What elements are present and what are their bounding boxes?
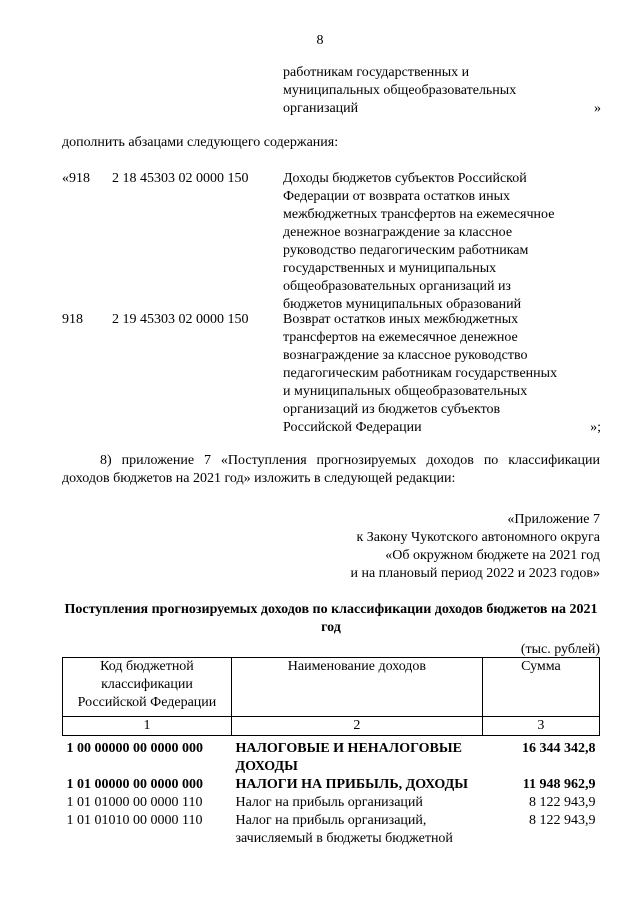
budget-classification-code: 2 19 45303 02 0000 150 — [112, 312, 249, 327]
appendix-header-line: «Приложение 7 — [507, 512, 600, 527]
column-number: 1 — [63, 717, 232, 736]
continuation-line — [283, 100, 601, 118]
table-title: Поступления прогнозируемых доходов по классификации доходов бюджетов на 2021 год — [64, 602, 598, 635]
description-line: бюджетов муниципальных образований — [283, 297, 522, 312]
description-line: межбюджетных трансфертов на ежемесячное — [283, 207, 555, 222]
continuation-line: муниципальных общеобразовательных — [283, 83, 517, 98]
appendix-header — [350, 511, 600, 583]
intro-text: дополнить абзацами следующего содержания: — [62, 135, 339, 150]
table-row — [63, 776, 600, 794]
table-row — [63, 794, 600, 812]
description-line: вознаграждение за классное руководство — [283, 348, 528, 363]
entry-description — [283, 311, 601, 437]
row-sum: 11 948 962,9 — [522, 777, 596, 792]
continuation-line-text: организаций — [283, 101, 359, 116]
description-line: государственных и муниципальных — [283, 261, 497, 276]
budget-entry — [0, 311, 640, 437]
row-sum: 8 122 943,9 — [529, 813, 596, 828]
entry-description — [283, 170, 601, 314]
row-sum: 8 122 943,9 — [529, 795, 596, 810]
column-number: 3 — [482, 717, 599, 736]
row-code: 1 01 00000 00 0000 000 — [66, 777, 203, 792]
description-line: руководство педагогическим работникам — [283, 243, 529, 258]
description-line: общеобразовательных организаций из — [283, 279, 511, 294]
appendix-header-line: и на плановый период 2022 и 2023 годов» — [350, 566, 600, 581]
description-line: Федерации от возврата остатков иных — [283, 189, 510, 204]
description-line: трансфертов на ежемесячное денежное — [283, 330, 518, 345]
description-line: Доходы бюджетов субъектов Российской — [283, 171, 527, 186]
units-label: (тыс. рублей) — [520, 642, 600, 657]
column-header-code: Код бюджетной классификации Российской Федерации — [63, 658, 232, 717]
column-number-row — [63, 717, 600, 736]
column-number: 2 — [231, 717, 482, 736]
row-code: 1 01 01000 00 0000 110 — [66, 795, 203, 810]
row-name: НАЛОГОВЫЕ И НЕНАЛОГОВЫЕ ДОХОДЫ — [235, 741, 462, 774]
row-name: Налог на прибыль организаций, зачисляемый в бюджеты бюджетной — [235, 813, 453, 846]
amendment-paragraph: 8) приложение 7 «Поступления прогнозируемых доходов по классификации доходов бюджетов на 2021 год» изложить в следующей редакции: — [62, 453, 600, 486]
row-code: 1 00 00000 00 0000 000 — [66, 741, 203, 756]
description-line: денежное вознаграждение за классное — [283, 225, 513, 240]
appendix-header-line: к Закону Чукотского автономного округа — [356, 530, 600, 545]
description-line: организаций из бюджетов субъектов — [283, 402, 501, 417]
closing-quote: »; — [590, 420, 601, 435]
row-sum: 16 344 342,8 — [522, 741, 596, 756]
description-line — [283, 419, 601, 437]
column-header-sum: Сумма — [482, 658, 599, 717]
revenue-table — [62, 657, 600, 848]
closing-quote: » — [594, 101, 601, 116]
continuation-text — [283, 64, 601, 118]
continuation-line: работникам государственных и — [283, 65, 470, 80]
admin-code: «918 — [62, 171, 90, 186]
row-name: НАЛОГИ НА ПРИБЫЛЬ, ДОХОДЫ — [235, 777, 469, 792]
row-name: Налог на прибыль организаций — [235, 795, 423, 810]
row-code: 1 01 01010 00 0000 110 — [66, 813, 203, 828]
description-line: и муниципальных общеобразовательных — [283, 384, 528, 399]
table-row — [63, 812, 600, 848]
column-header-name: Наименование доходов — [231, 658, 482, 717]
table-row — [63, 736, 600, 777]
description-line: Возврат остатков иных межбюджетных — [283, 312, 519, 327]
description-line-text: Российской Федерации — [283, 420, 422, 435]
budget-entry — [0, 170, 640, 314]
appendix-header-line: «Об окружном бюджете на 2021 год — [385, 548, 600, 563]
budget-classification-code: 2 18 45303 02 0000 150 — [112, 171, 249, 186]
admin-code: 918 — [62, 312, 83, 327]
description-line: педагогическим работникам государственных — [283, 366, 558, 381]
table-header-row — [63, 658, 600, 717]
page-number: 8 — [316, 33, 324, 48]
